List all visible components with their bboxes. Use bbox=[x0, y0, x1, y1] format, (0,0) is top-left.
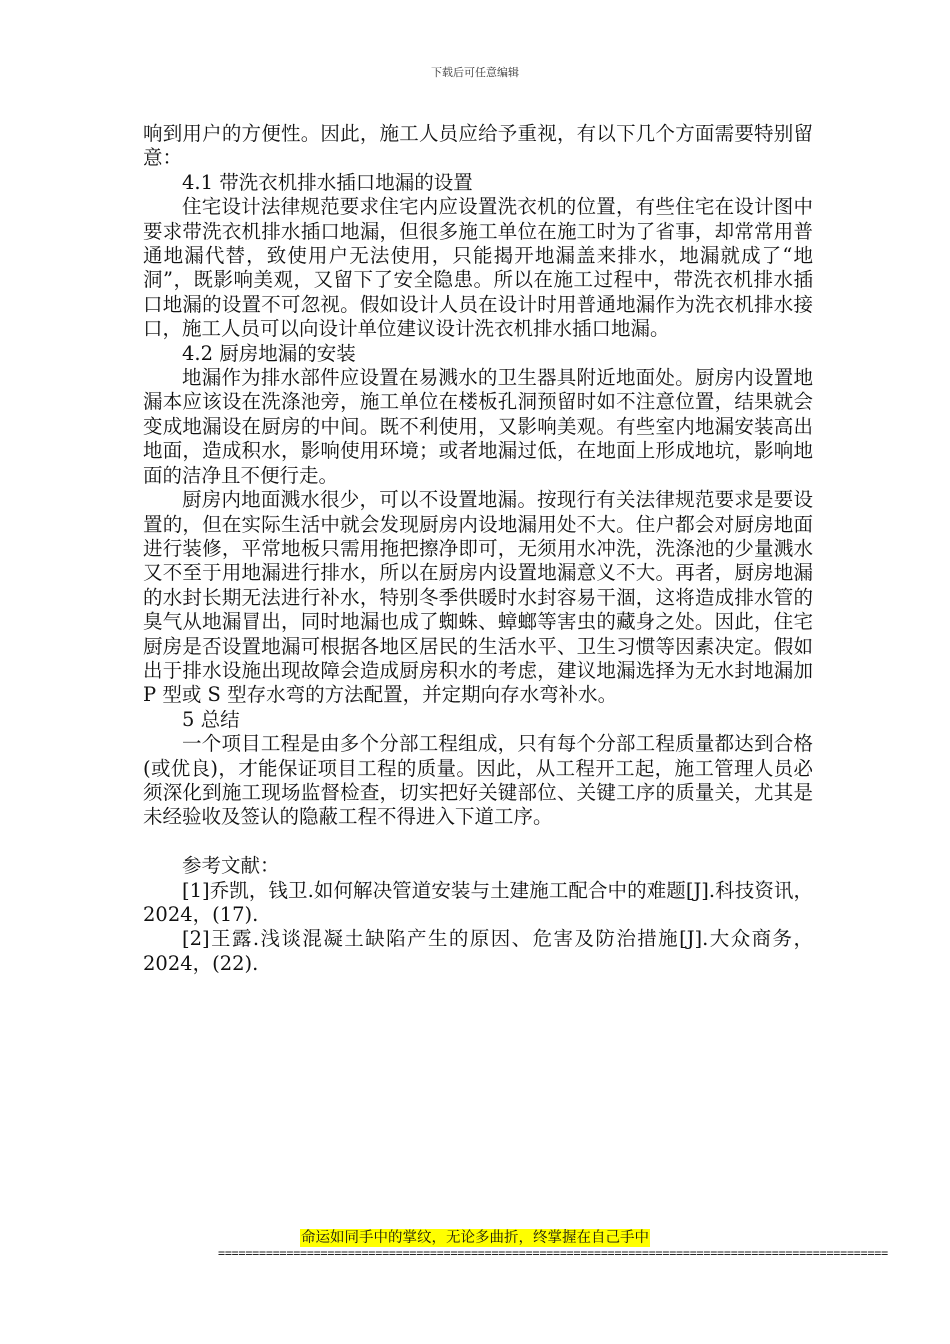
footer-motto: 命运如同手中的掌纹，无论多曲折，终掌握在自己手中 bbox=[301, 1230, 649, 1246]
section-heading-4-1: 4.1 带洗衣机排水插口地漏的设置 bbox=[182, 170, 473, 194]
footer-divider-rule: ================================================================================================== bbox=[218, 1246, 888, 1260]
paragraph-kitchen-drain-placement: 地漏作为排水部件应设置在易溅水的卫生器具附近地面处。厨房内设置地漏本应该设在洗涤池旁，施工单位在楼板孔洞预留时如不注意位置，结果就会变成地漏设在厨房的中间。既不利使用，又影响美观。有些室内地漏安装高出地面，造成积水，影响使用环境；或者地漏过低，在地面上形成地坑，影响地面的洁净且不便行走。 bbox=[143, 366, 813, 487]
paragraph-washer-drain: 住宅设计法律规范要求住宅内应设置洗衣机的位置，有些住宅在设计图中要求带洗衣机排水插口地漏，但很多施工单位在施工时为了省事，却常常用普通地漏代替，致使用户无法使用，只能揭开地漏盖来排水，地漏就成了“地洞”，既影响美观，又留下了安全隐患。所以在施工过程中，带洗衣机排水插口地漏的设置不可忽视。假如设计人员在设计时用普通地漏作为洗衣机排水接口，施工人员可以向设计单位建议设计洗衣机排水插口地漏。 bbox=[143, 195, 813, 341]
section-heading-4-2: 4.2 厨房地漏的安装 bbox=[182, 341, 356, 365]
blank-line bbox=[143, 830, 813, 854]
document-body bbox=[143, 122, 813, 976]
reference-item-2: [2]王露.浅谈混凝土缺陷产生的原因、危害及防治措施[J].大众商务，2024，(22). bbox=[143, 927, 813, 975]
reference-item-1: [1]乔凯，钱卫.如何解决管道安装与土建施工配合中的难题[J].科技资讯，2024，(17). bbox=[143, 878, 813, 926]
paragraph-kitchen-drain-necessity: 厨房内地面溅水很少，可以不设置地漏。按现行有关法律规范要求是要设置的，但在实际生活中就会发现厨房内设地漏用处不大。住户都会对厨房地面进行装修，平常地板只需用拖把擦净即可，无须用水冲洗，洗涤池的少量溅水又不至于用地漏进行排水，所以在厨房内设置地漏意义不大。再者，厨房地漏的水封长期无法进行补水，特别冬季供暖时水封容易干涸，这将造成排水管的臭气从地漏冒出，同时地漏也成了蜘蛛、蟑螂等害虫的藏身之处。因此，住宅厨房是否设置地漏可根据各地区居民的生活水平、卫生习惯等因素决定。假如出于排水设施出现故障会造成厨房积水的考虑，建议地漏选择为无水封地漏加 P 型或 S 型存水弯的方法配置，并定期向存水弯补水。 bbox=[143, 488, 813, 707]
page-header: 下载后可任意编辑 bbox=[431, 66, 519, 79]
paragraph-summary: 一个项目工程是由多个分部工程组成，只有每个分部工程质量都达到合格(或优良)，才能保证项目工程的质量。因此，从工程开工起，施工管理人员必须深化到施工现场监督检查，切实把好关键部位、关键工序的质量关，尤其是未经验收及签认的隐蔽工程不得进入下道工序。 bbox=[143, 732, 813, 829]
paragraph-continued: 响到用户的方便性。因此，施工人员应给予重视，有以下几个方面需要特别留意： bbox=[143, 122, 813, 170]
section-heading-5: 5 总结 bbox=[182, 707, 240, 731]
footer-motto-container bbox=[0, 1226, 950, 1247]
references-heading: 参考文献： bbox=[182, 854, 280, 878]
